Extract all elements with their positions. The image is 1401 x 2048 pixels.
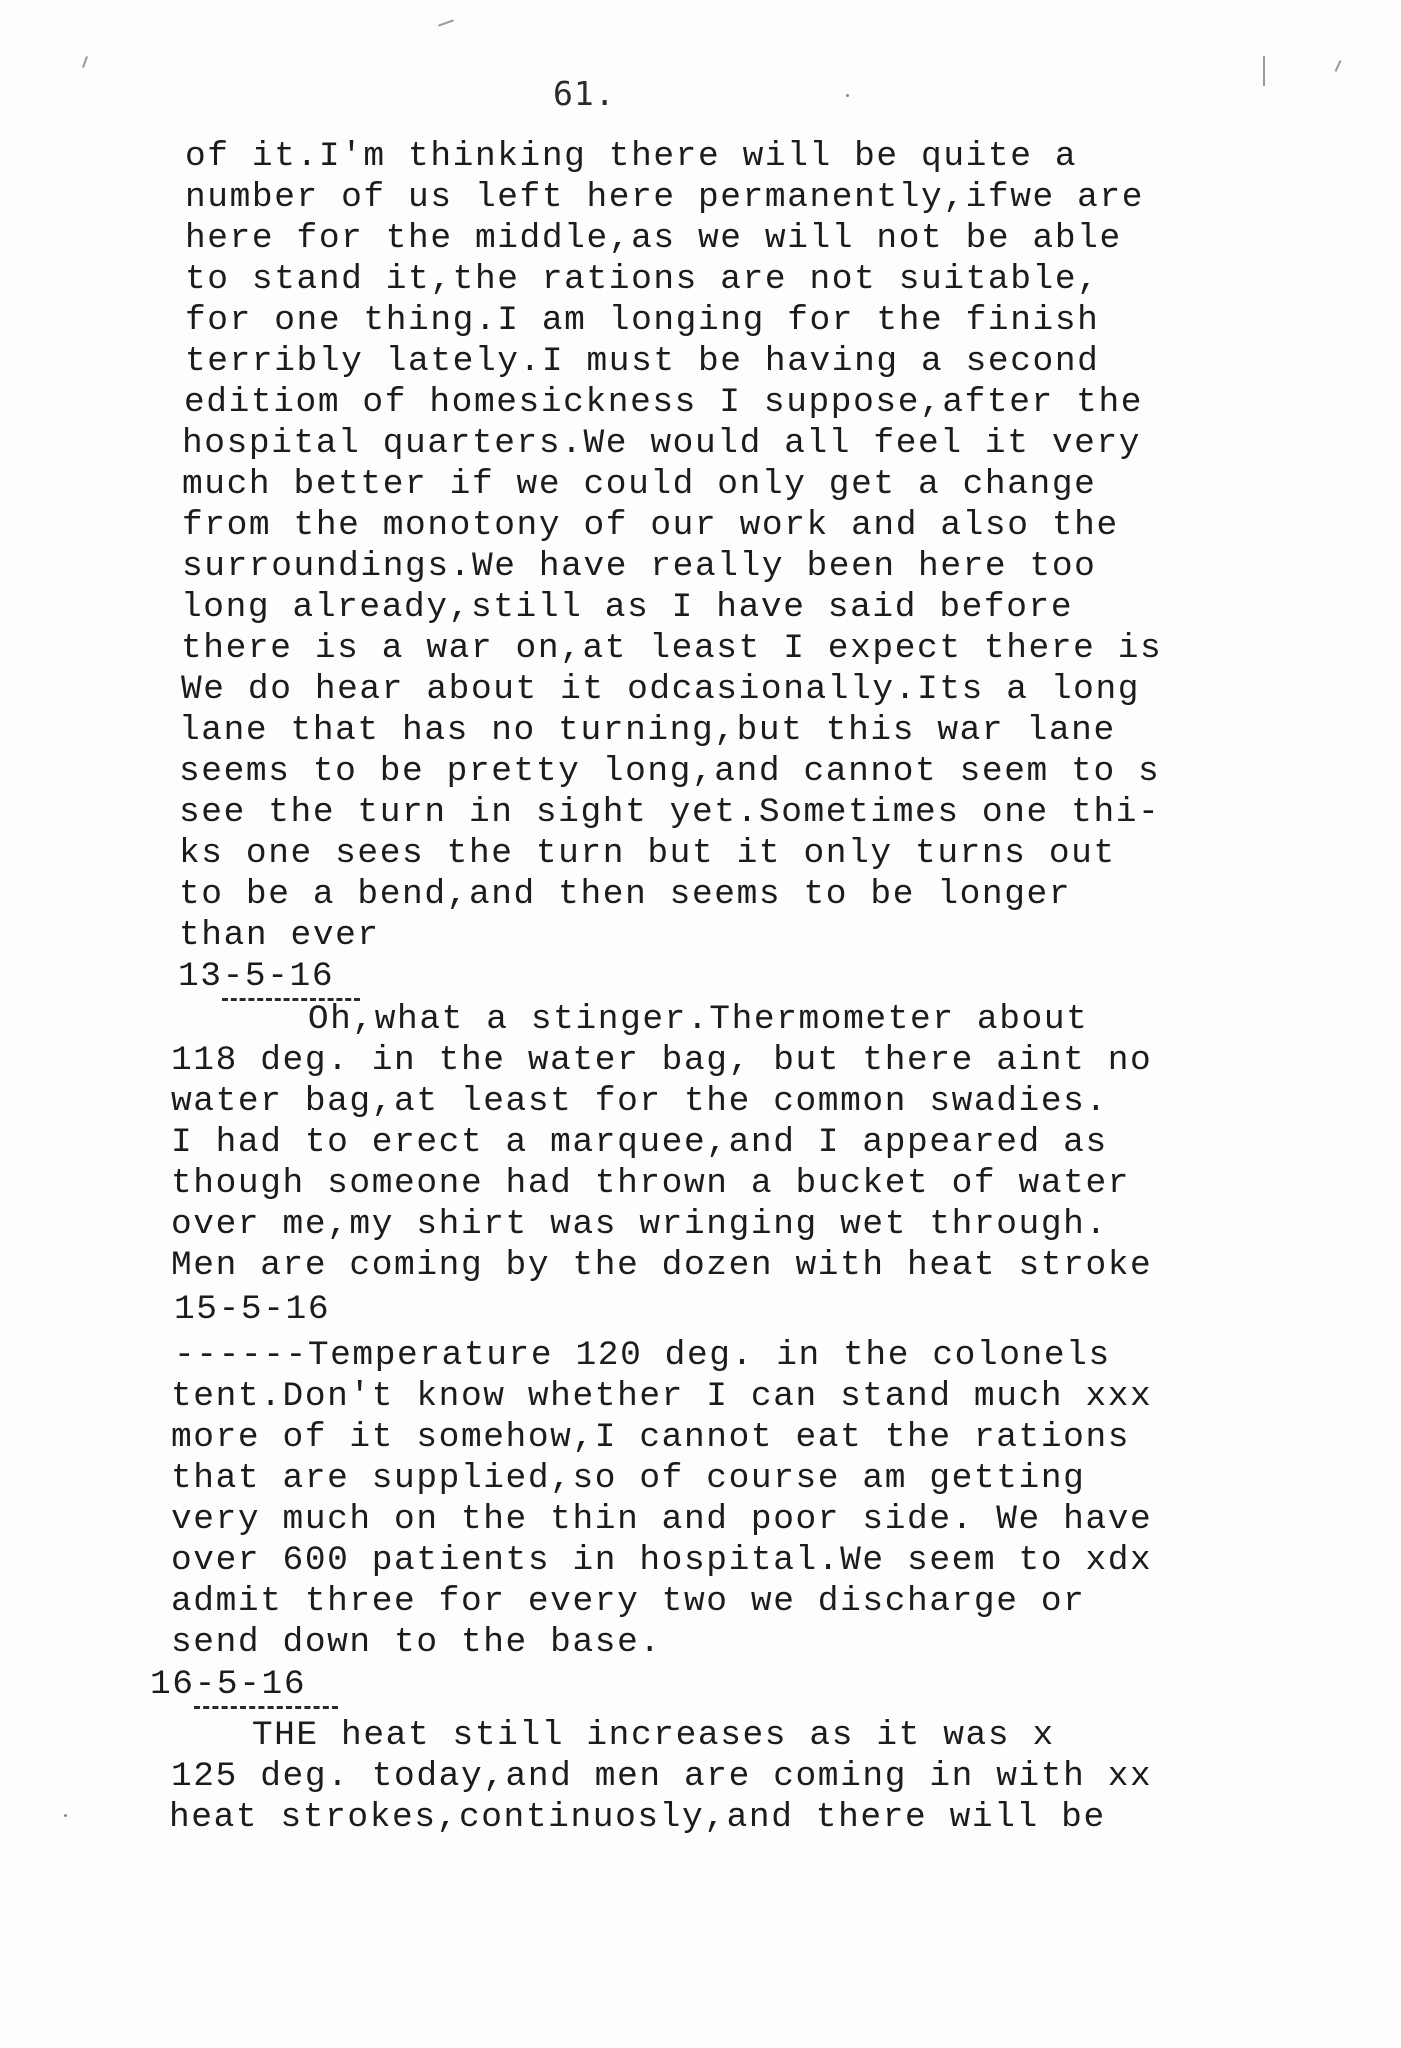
scan-speck — [64, 1814, 67, 1817]
text-line: water bag,at least for the common swadies. — [171, 1082, 1108, 1121]
text-line: send down to the base. — [171, 1623, 662, 1662]
text-line: We do hear about it odcasionally.Its a long — [181, 670, 1141, 709]
diary-date: 16-5-16 — [150, 1665, 307, 1704]
text-line: editiom of homesickness I suppose,after the — [184, 383, 1144, 422]
text-line: hospital quarters.We would all feel it very — [182, 424, 1142, 463]
text-line: from the monotony of our work and also the — [182, 506, 1119, 545]
diary-date: 15-5-16 — [174, 1290, 331, 1329]
page-number: 61. — [553, 74, 616, 113]
date-underline — [194, 1706, 338, 1709]
scan-mark — [1335, 60, 1342, 72]
text-line: lane that has no turning,but this war lane — [179, 711, 1116, 750]
diary-date: 13-5-16 — [178, 957, 335, 996]
text-line: ------Temperature 120 deg. in the colonels — [174, 1336, 1111, 1375]
text-line: terribly lately.I must be having a second — [185, 342, 1100, 381]
scan-mark — [1263, 56, 1265, 86]
text-line: ks one sees the turn but it only turns out — [179, 834, 1116, 873]
text-line: for one thing.I am longing for the finish — [185, 301, 1100, 340]
scan-speck — [846, 94, 849, 97]
text-line: to be a bend,and then seems to be longer — [179, 875, 1072, 914]
text-line: more of it somehow,I cannot eat the rations — [171, 1418, 1131, 1457]
text-line: than ever — [179, 916, 380, 955]
text-line: Oh,what a stinger.Thermometer about — [174, 1000, 1089, 1039]
text-line: much better if we could only get a change — [182, 465, 1097, 504]
text-line: here for the middle,as we will not be able — [185, 219, 1122, 258]
text-line: to stand it,the rations are not suitable, — [185, 260, 1100, 299]
text-line: that are supplied,so of course am getting — [171, 1459, 1086, 1498]
text-line: long already,still as I have said before — [181, 588, 1074, 627]
text-line: admit three for every two we discharge or — [171, 1582, 1086, 1621]
text-line: I had to erect a marquee,and I appeared as — [171, 1123, 1108, 1162]
text-line: surroundings.We have really been here too — [182, 547, 1097, 586]
text-line: Men are coming by the dozen with heat stroke — [171, 1246, 1153, 1285]
scan-mark — [438, 19, 454, 26]
text-line: tent.Don't know whether I can stand much xxx — [171, 1377, 1153, 1416]
text-line: THE heat still increases as it was x — [118, 1716, 1055, 1755]
text-line: though someone had thrown a bucket of water — [171, 1164, 1131, 1203]
text-line: there is a war on,at least I expect there is — [181, 629, 1163, 668]
text-line: 125 deg. today,and men are coming in with xx — [171, 1757, 1153, 1796]
scan-mark — [82, 56, 88, 68]
text-line: number of us left here permanently,ifwe are — [185, 178, 1145, 217]
text-line: over 600 patients in hospital.We seem to xdx — [171, 1541, 1153, 1580]
text-line: very much on the thin and poor side. We have — [171, 1500, 1153, 1539]
text-line: seems to be pretty long,and cannot seem to s — [179, 752, 1161, 791]
text-line: over me,my shirt was wringing wet through. — [171, 1205, 1108, 1244]
text-line: of it.I'm thinking there will be quite a — [185, 137, 1078, 176]
text-line: 118 deg. in the water bag, but there aint no — [171, 1041, 1153, 1080]
text-line: see the turn in sight yet.Sometimes one thi- — [179, 793, 1161, 832]
text-line: heat strokes,continuosly,and there will be — [169, 1798, 1106, 1837]
